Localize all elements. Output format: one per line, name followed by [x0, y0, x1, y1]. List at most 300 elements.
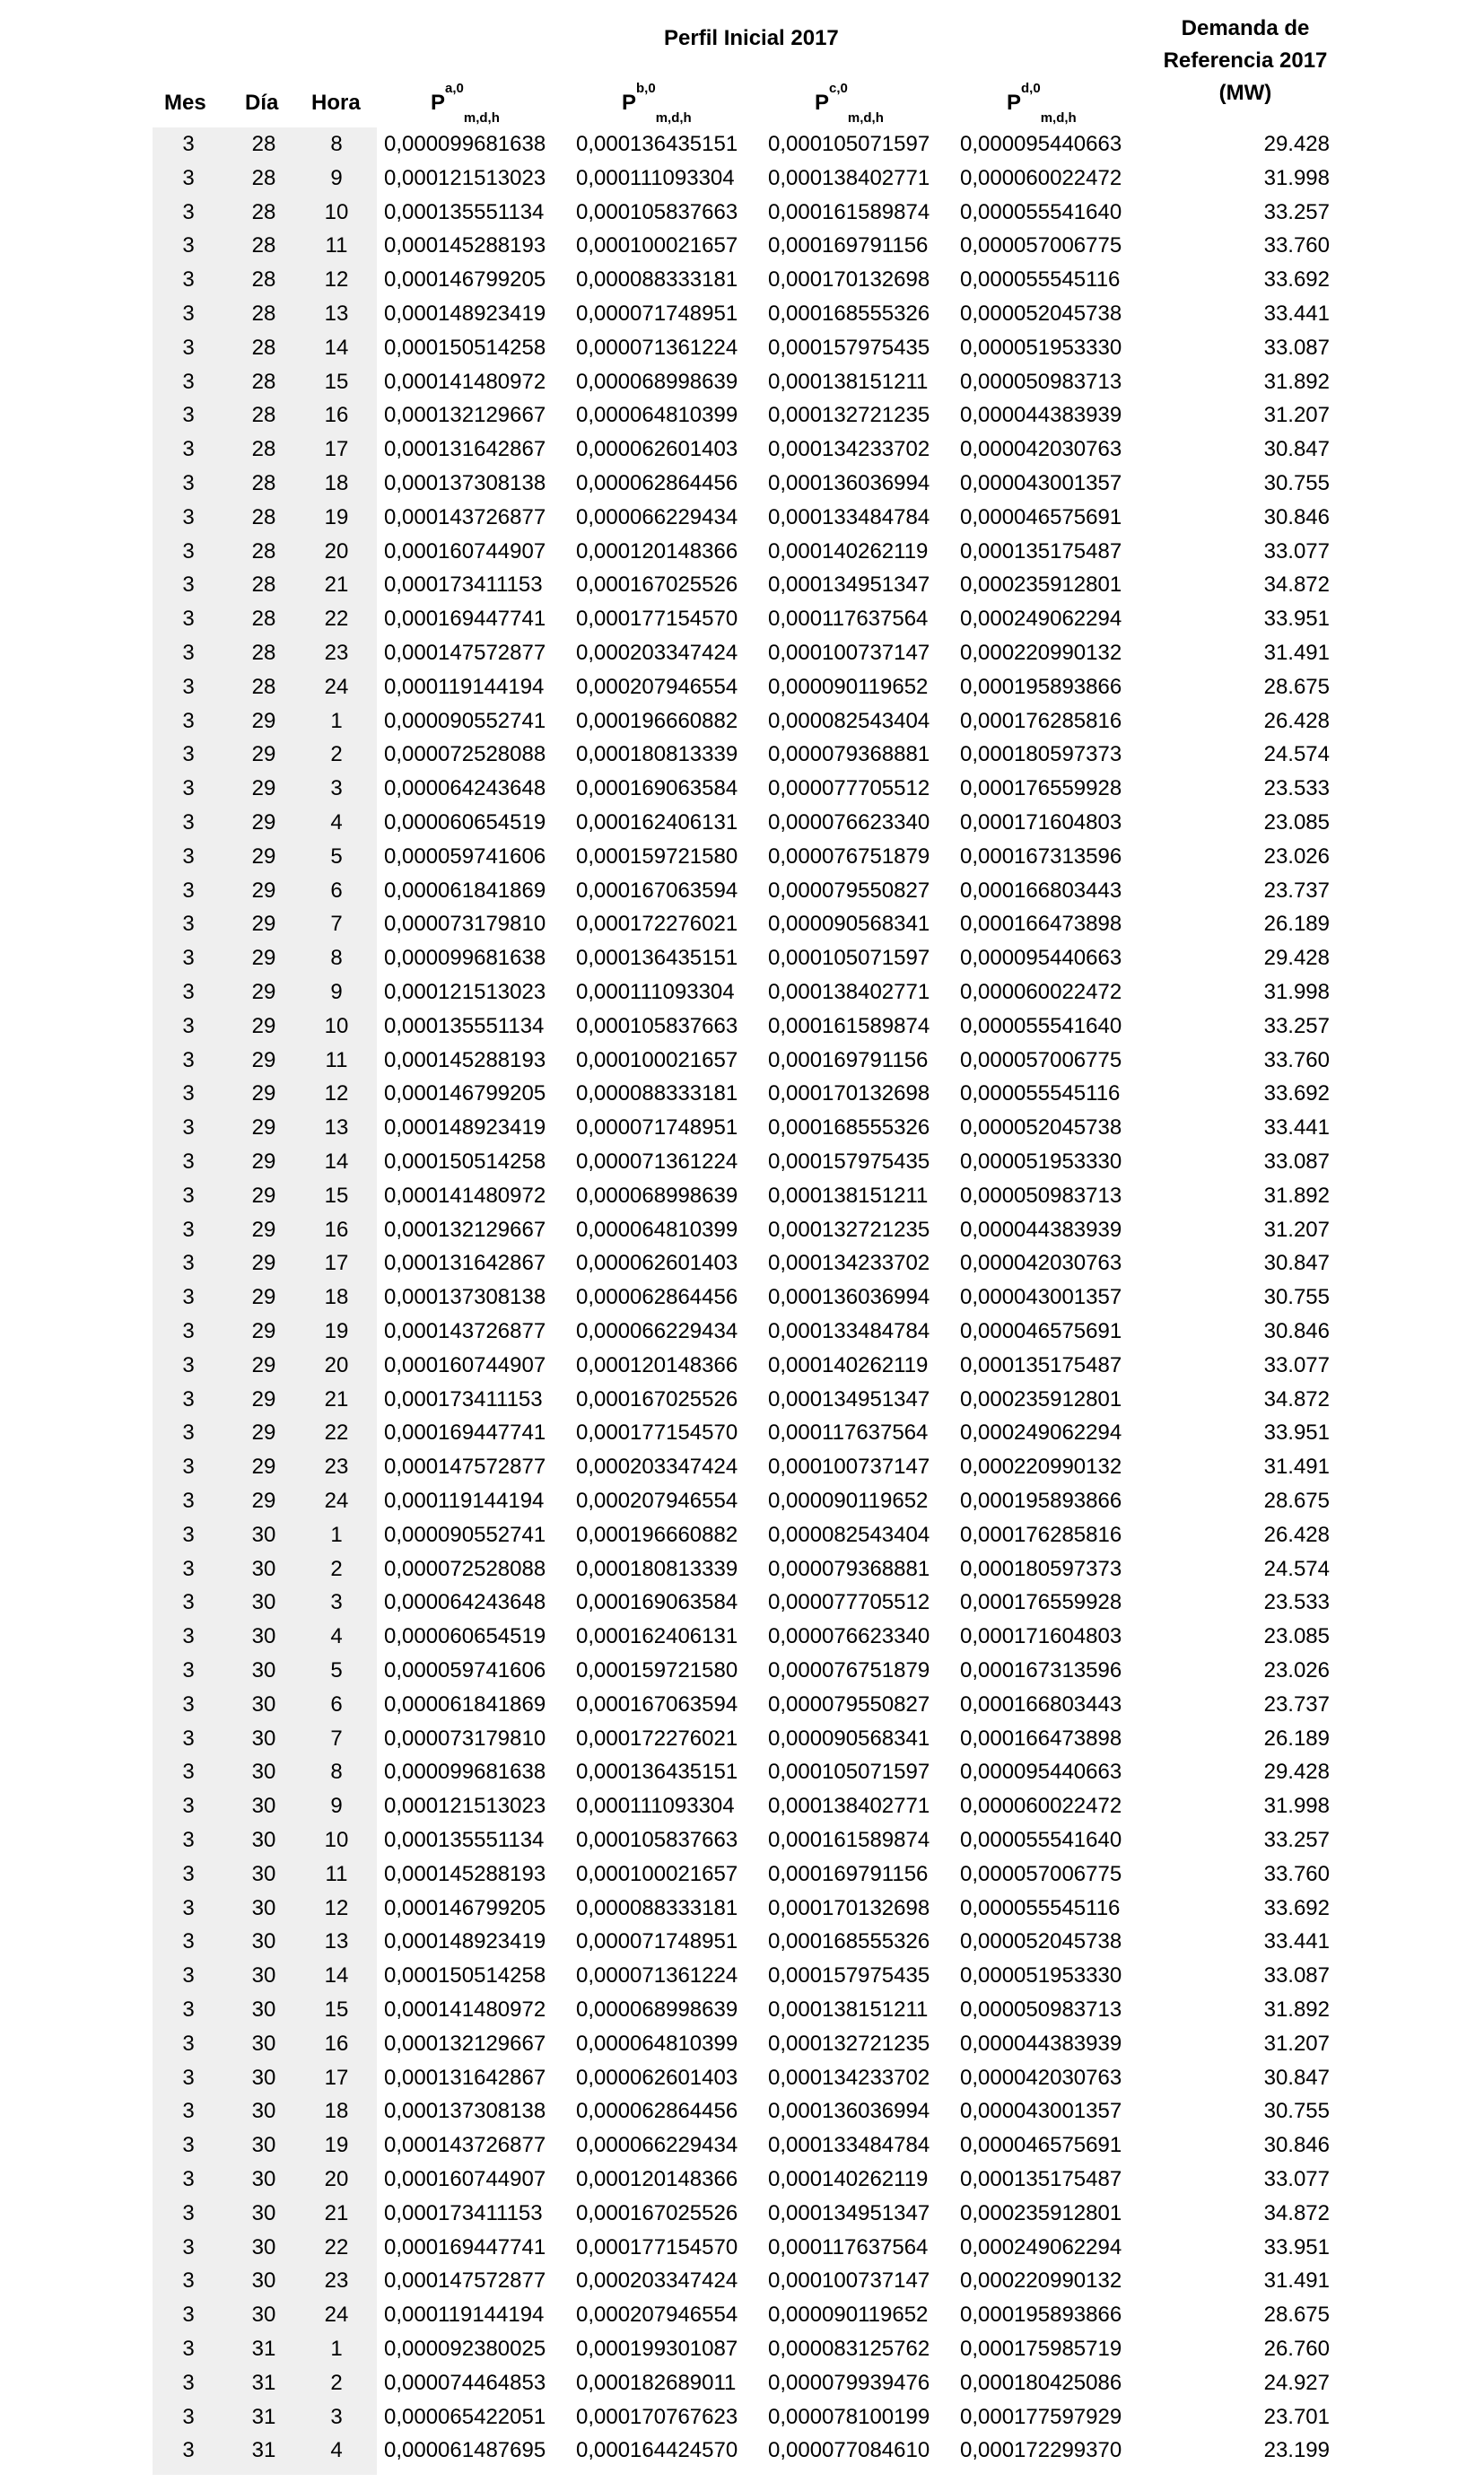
table-row [0, 2400, 1484, 2434]
cell-dia: 30 [251, 1794, 276, 1819]
cell-hora: 5 [330, 843, 343, 869]
cell-mes: 3 [182, 708, 195, 733]
cell-p-c: 0,000161589874 [768, 1013, 930, 1038]
cell-hora: 7 [330, 1726, 343, 1751]
cell-p-c: 0,000132721235 [768, 2031, 930, 2056]
cell-p-a: 0,000072528088 [384, 742, 546, 767]
cell-hora: 13 [324, 1929, 349, 1954]
cell-p-a: 0,000121513023 [384, 1794, 546, 1819]
cell-p-d: 0,000060022472 [960, 1794, 1122, 1819]
cell-p-a: 0,000143726877 [384, 504, 546, 529]
cell-hora: 4 [330, 1624, 343, 1649]
cell-dia: 29 [251, 1217, 276, 1242]
cell-demanda: 31.207 [1263, 2031, 1330, 2056]
cell-demanda: 31.207 [1263, 1217, 1330, 1242]
table-row [0, 196, 1484, 230]
cell-hora: 9 [330, 1794, 343, 1819]
cell-p-b: 0,000068998639 [576, 1997, 738, 2022]
cell-p-d: 0,000095440663 [960, 946, 1122, 971]
cell-p-b: 0,000100021657 [576, 233, 738, 258]
cell-p-a: 0,000173411153 [384, 572, 543, 598]
cell-p-a: 0,000059741606 [384, 843, 546, 869]
header-p-d [1007, 81, 1077, 126]
header-p-b-sub: m,d,h [655, 109, 692, 126]
table-row [0, 2231, 1484, 2265]
cell-p-d: 0,000051953330 [960, 1149, 1122, 1174]
cell-p-a: 0,000148923419 [384, 302, 546, 326]
cell-dia: 30 [251, 2234, 276, 2259]
cell-mes: 3 [182, 1047, 195, 1072]
table-row [0, 467, 1484, 501]
cell-p-d: 0,000050983713 [960, 1183, 1122, 1208]
cell-mes: 3 [182, 504, 195, 529]
cell-demanda: 30.846 [1263, 504, 1330, 529]
cell-hora: 18 [324, 1285, 349, 1310]
table-row [0, 229, 1484, 263]
cell-p-b: 0,000071748951 [576, 1115, 738, 1141]
cell-dia: 28 [251, 403, 276, 428]
cell-demanda: 29.428 [1263, 946, 1330, 971]
cell-p-d: 0,000167313596 [960, 843, 1122, 869]
cell-p-a: 0,000160744907 [384, 1352, 546, 1377]
cell-demanda: 23.026 [1263, 843, 1330, 869]
table-row [0, 1654, 1484, 1688]
cell-p-b: 0,000207946554 [576, 674, 738, 699]
cell-p-b: 0,000064810399 [576, 2031, 738, 2056]
cell-dia: 28 [251, 335, 276, 360]
table-row [0, 840, 1484, 874]
cell-demanda: 34.872 [1263, 1386, 1330, 1412]
header-p-b-sup: b,0 [636, 81, 656, 96]
header-p-c-sub: m,d,h [847, 109, 884, 126]
cell-mes: 3 [182, 2167, 195, 2191]
cell-mes: 3 [182, 1115, 195, 1141]
cell-demanda: 23.533 [1263, 1590, 1330, 1615]
cell-demanda: 33.087 [1263, 1963, 1330, 1988]
cell-demanda: 23.085 [1263, 1624, 1330, 1649]
cell-dia: 30 [251, 1929, 276, 1954]
cell-p-d: 0,000175985719 [960, 2337, 1122, 2361]
cell-mes: 3 [182, 335, 195, 360]
cell-p-d: 0,000044383939 [960, 2031, 1122, 2056]
cell-mes: 3 [182, 199, 195, 224]
cell-hora: 16 [324, 2031, 349, 2056]
cell-p-d: 0,000050983713 [960, 369, 1122, 394]
cell-p-a: 0,000148923419 [384, 1929, 546, 1954]
cell-p-b: 0,000172276021 [576, 912, 738, 937]
cell-p-c: 0,000100737147 [768, 2268, 930, 2294]
cell-p-b: 0,000120148366 [576, 1352, 738, 1377]
table-row [0, 1620, 1484, 1654]
cell-p-c: 0,000168555326 [768, 1115, 930, 1141]
header-demanda-referencia [1138, 13, 1353, 109]
cell-p-a: 0,000119144194 [384, 1489, 545, 1513]
cell-mes: 3 [182, 1285, 195, 1310]
cell-p-a: 0,000137308138 [384, 1285, 546, 1310]
cell-p-c: 0,000117637564 [768, 607, 929, 632]
cell-p-b: 0,000169063584 [576, 1590, 738, 1615]
cell-dia: 29 [251, 1081, 276, 1106]
cell-p-b: 0,000182689011 [576, 2370, 737, 2395]
cell-demanda: 26.189 [1263, 1726, 1330, 1751]
table-row [0, 602, 1484, 636]
header-p-b-base: P [622, 91, 637, 115]
cell-mes: 3 [182, 1691, 195, 1717]
cell-p-b: 0,000071748951 [576, 1929, 738, 1954]
cell-mes: 3 [182, 1997, 195, 2022]
cell-p-a: 0,000060654519 [384, 810, 546, 835]
table-row [0, 1179, 1484, 1213]
cell-p-b: 0,000167025526 [576, 2200, 738, 2225]
cell-p-b: 0,000064810399 [576, 1217, 738, 1242]
cell-dia: 29 [251, 980, 276, 1004]
cell-demanda: 33.257 [1263, 1828, 1330, 1852]
cell-mes: 3 [182, 878, 195, 903]
cell-dia: 29 [251, 1149, 276, 1174]
cell-p-d: 0,000176559928 [960, 1590, 1122, 1615]
cell-p-b: 0,000120148366 [576, 538, 738, 564]
cell-demanda: 23.737 [1263, 878, 1330, 903]
cell-p-b: 0,000159721580 [576, 1658, 738, 1683]
cell-p-c: 0,000117637564 [768, 2234, 929, 2259]
cell-hora: 12 [324, 267, 349, 293]
cell-p-a: 0,000121513023 [384, 980, 546, 1004]
table-row [0, 1450, 1484, 1484]
cell-p-c: 0,000090119652 [768, 1489, 929, 1513]
cell-demanda: 33.692 [1263, 1081, 1330, 1106]
cell-p-b: 0,000088333181 [576, 267, 738, 293]
cell-dia: 29 [251, 1285, 276, 1310]
cell-p-b: 0,000180813339 [576, 1556, 738, 1581]
table-row [0, 2094, 1484, 2128]
cell-mes: 3 [182, 2268, 195, 2294]
cell-dia: 30 [251, 1522, 276, 1547]
cell-hora: 11 [325, 1861, 348, 1886]
cell-mes: 3 [182, 2031, 195, 2056]
cell-p-d: 0,000050983713 [960, 1997, 1122, 2022]
cell-p-d: 0,000051953330 [960, 1963, 1122, 1988]
cell-demanda: 30.847 [1263, 1251, 1330, 1276]
cell-p-c: 0,000134233702 [768, 1251, 930, 1276]
cell-p-b: 0,000167063594 [576, 1691, 738, 1717]
cell-p-b: 0,000203347424 [576, 2268, 738, 2294]
cell-mes: 3 [182, 1081, 195, 1106]
cell-p-b: 0,000177154570 [576, 2234, 738, 2259]
cell-p-c: 0,000079368881 [768, 1556, 930, 1581]
cell-hora: 3 [330, 2404, 343, 2429]
cell-p-d: 0,000166473898 [960, 1726, 1122, 1751]
cell-mes: 3 [182, 2438, 195, 2463]
table-row [0, 1044, 1484, 1078]
cell-hora: 6 [330, 878, 343, 903]
cell-p-d: 0,000167313596 [960, 1658, 1122, 1683]
cell-mes: 3 [182, 2099, 195, 2124]
cell-p-b: 0,000177154570 [576, 1420, 738, 1446]
cell-p-a: 0,000147572877 [384, 641, 546, 665]
cell-mes: 3 [182, 1861, 195, 1886]
cell-demanda: 28.675 [1263, 2303, 1330, 2328]
cell-demanda: 33.257 [1263, 199, 1330, 224]
cell-hora: 13 [324, 1115, 349, 1141]
cell-demanda: 34.872 [1263, 572, 1330, 598]
cell-dia: 29 [251, 1319, 276, 1343]
cell-demanda: 30.755 [1263, 2099, 1330, 2124]
cell-dia: 29 [251, 1047, 276, 1072]
cell-dia: 29 [251, 878, 276, 903]
cell-p-b: 0,000088333181 [576, 1895, 738, 1920]
cell-hora: 23 [324, 641, 349, 665]
cell-p-d: 0,000055545116 [960, 267, 1121, 293]
cell-p-c: 0,000136036994 [768, 2099, 930, 2124]
table-row [0, 1755, 1484, 1789]
table-row [0, 365, 1484, 399]
cell-p-c: 0,000170132698 [768, 1081, 930, 1106]
cell-p-d: 0,000055541640 [960, 199, 1122, 224]
cell-mes: 3 [182, 369, 195, 394]
cell-p-d: 0,000177597929 [960, 2404, 1122, 2429]
cell-p-a: 0,000135551134 [384, 1013, 545, 1038]
cell-p-a: 0,000099681638 [384, 1760, 546, 1785]
table-row [0, 1213, 1484, 1247]
cell-mes: 3 [182, 2404, 195, 2429]
cell-hora: 21 [324, 572, 349, 598]
cell-p-d: 0,000220990132 [960, 641, 1122, 665]
cell-demanda: 28.675 [1263, 1489, 1330, 1513]
cell-p-a: 0,000061841869 [384, 878, 546, 903]
cell-p-a: 0,000061487695 [384, 2438, 546, 2463]
cell-dia: 28 [251, 471, 276, 495]
cell-dia: 31 [251, 2438, 276, 2463]
cell-demanda: 31.998 [1263, 165, 1330, 190]
cell-p-a: 0,000135551134 [384, 1828, 545, 1852]
cell-dia: 30 [251, 1828, 276, 1852]
cell-demanda: 26.760 [1263, 2337, 1330, 2361]
header-p-a-base: P [431, 91, 446, 115]
cell-mes: 3 [182, 1590, 195, 1615]
cell-p-d: 0,000195893866 [960, 2303, 1122, 2328]
header-p-c [815, 81, 884, 126]
cell-p-b: 0,000111093304 [576, 980, 735, 1004]
cell-p-c: 0,000082543404 [768, 708, 930, 733]
cell-p-b: 0,000088333181 [576, 1081, 738, 1106]
cell-p-d: 0,000052045738 [960, 1929, 1122, 1954]
cell-p-a: 0,000145288193 [384, 233, 546, 258]
cell-p-a: 0,000131642867 [384, 2065, 546, 2090]
cell-demanda: 30.847 [1263, 437, 1330, 462]
cell-p-a: 0,000173411153 [384, 2200, 543, 2225]
cell-p-a: 0,000146799205 [384, 1081, 546, 1106]
table-row [0, 162, 1484, 196]
cell-p-d: 0,000055545116 [960, 1081, 1121, 1106]
cell-p-a: 0,000141480972 [384, 1997, 546, 2022]
cell-p-a: 0,000150514258 [384, 1963, 546, 1988]
cell-demanda: 33.441 [1263, 302, 1330, 326]
cell-p-d: 0,000180597373 [960, 742, 1122, 767]
cell-demanda: 33.087 [1263, 335, 1330, 360]
cell-mes: 3 [182, 912, 195, 937]
cell-p-d: 0,000195893866 [960, 674, 1122, 699]
table-row [0, 1280, 1484, 1315]
cell-p-d: 0,000195893866 [960, 1489, 1122, 1513]
cell-hora: 17 [324, 437, 349, 462]
cell-p-b: 0,000136435151 [576, 132, 738, 156]
cell-mes: 3 [182, 1828, 195, 1852]
cell-mes: 3 [182, 2303, 195, 2328]
cell-hora: 23 [324, 1455, 349, 1480]
cell-mes: 3 [182, 843, 195, 869]
cell-p-d: 0,000235912801 [960, 2200, 1122, 2225]
cell-demanda: 29.428 [1263, 1760, 1330, 1785]
cell-p-c: 0,000168555326 [768, 302, 930, 326]
cell-p-d: 0,000052045738 [960, 1115, 1122, 1141]
cell-p-c: 0,000090119652 [768, 674, 929, 699]
cell-demanda: 30.846 [1263, 2133, 1330, 2158]
cell-p-b: 0,000177154570 [576, 607, 738, 632]
cell-p-a: 0,000099681638 [384, 946, 546, 971]
cell-mes: 3 [182, 1149, 195, 1174]
cell-p-b: 0,000207946554 [576, 2303, 738, 2328]
cell-hora: 12 [324, 1081, 349, 1106]
cell-hora: 11 [325, 1047, 348, 1072]
cell-p-c: 0,000117637564 [768, 1420, 929, 1446]
cell-dia: 29 [251, 776, 276, 801]
cell-hora: 17 [324, 2065, 349, 2090]
cell-p-c: 0,000138151211 [768, 369, 929, 394]
cell-p-b: 0,000062864456 [576, 471, 738, 495]
cell-p-c: 0,000076623340 [768, 810, 930, 835]
cell-p-a: 0,000143726877 [384, 1319, 546, 1343]
cell-demanda: 23.701 [1263, 2404, 1330, 2429]
header-p-a [431, 81, 500, 126]
cell-p-c: 0,000132721235 [768, 1217, 930, 1242]
cell-dia: 28 [251, 572, 276, 598]
cell-p-c: 0,000169791156 [768, 1861, 929, 1886]
cell-mes: 3 [182, 1963, 195, 1988]
table-row [0, 806, 1484, 840]
cell-dia: 30 [251, 1556, 276, 1581]
cell-p-d: 0,000060022472 [960, 165, 1122, 190]
cell-p-a: 0,000090552741 [384, 1522, 546, 1547]
cell-hora: 8 [330, 1760, 343, 1785]
table-row [0, 535, 1484, 569]
cell-p-b: 0,000071361224 [576, 335, 738, 360]
cell-p-b: 0,000100021657 [576, 1047, 738, 1072]
cell-mes: 3 [182, 742, 195, 767]
cell-p-a: 0,000061841869 [384, 1691, 546, 1717]
cell-p-d: 0,000172299370 [960, 2438, 1122, 2463]
cell-dia: 30 [251, 2065, 276, 2090]
cell-dia: 29 [251, 810, 276, 835]
cell-p-a: 0,000090552741 [384, 708, 546, 733]
cell-p-c: 0,000136036994 [768, 471, 930, 495]
cell-mes: 3 [182, 2133, 195, 2158]
cell-p-b: 0,000066229434 [576, 504, 738, 529]
cell-dia: 30 [251, 1895, 276, 1920]
cell-p-d: 0,000046575691 [960, 504, 1122, 529]
table-row [0, 704, 1484, 739]
cell-hora: 2 [330, 742, 343, 767]
cell-p-d: 0,000046575691 [960, 2133, 1122, 2158]
cell-demanda: 33.441 [1263, 1929, 1330, 1954]
cell-hora: 22 [324, 2234, 349, 2259]
cell-p-c: 0,000076623340 [768, 1624, 930, 1649]
cell-p-b: 0,000111093304 [576, 1794, 735, 1819]
cell-p-b: 0,000203347424 [576, 641, 738, 665]
cell-demanda: 33.077 [1263, 1352, 1330, 1377]
cell-mes: 3 [182, 572, 195, 598]
table-row [0, 1518, 1484, 1552]
cell-p-b: 0,000164424570 [576, 2438, 738, 2463]
cell-p-d: 0,000180597373 [960, 1556, 1122, 1581]
cell-p-d: 0,000171604803 [960, 1624, 1122, 1649]
cell-p-a: 0,000073179810 [384, 1726, 546, 1751]
cell-demanda: 33.077 [1263, 538, 1330, 564]
cell-demanda: 33.760 [1263, 1047, 1330, 1072]
cell-dia: 28 [251, 607, 276, 632]
cell-p-c: 0,000140262119 [768, 538, 929, 564]
cell-dia: 28 [251, 369, 276, 394]
cell-p-b: 0,000064810399 [576, 403, 738, 428]
cell-p-a: 0,000132129667 [384, 2031, 546, 2056]
header-dia: Día [245, 91, 279, 115]
cell-demanda: 33.257 [1263, 1013, 1330, 1038]
table-row [0, 127, 1484, 162]
header-p-c-sup: c,0 [829, 81, 848, 96]
table-row [0, 907, 1484, 941]
table-row [0, 2163, 1484, 2197]
cell-p-d: 0,000235912801 [960, 1386, 1122, 1412]
cell-p-c: 0,000105071597 [768, 132, 930, 156]
cell-p-d: 0,000095440663 [960, 132, 1122, 156]
cell-dia: 31 [251, 2337, 276, 2361]
cell-p-d: 0,000171604803 [960, 810, 1122, 835]
cell-p-b: 0,000105837663 [576, 1013, 738, 1038]
cell-p-c: 0,000157975435 [768, 1149, 930, 1174]
cell-p-d: 0,000055545116 [960, 1895, 1121, 1920]
header-p-d-sub: m,d,h [1040, 109, 1077, 126]
cell-p-d: 0,000235912801 [960, 572, 1122, 598]
cell-p-d: 0,000166803443 [960, 878, 1122, 903]
cell-hora: 15 [324, 1183, 349, 1208]
cell-mes: 3 [182, 1624, 195, 1649]
cell-p-b: 0,000167025526 [576, 1386, 738, 1412]
cell-p-c: 0,000161589874 [768, 1828, 930, 1852]
table-row [0, 1789, 1484, 1823]
cell-demanda: 23.199 [1263, 2438, 1330, 2463]
cell-hora: 14 [324, 335, 349, 360]
cell-p-a: 0,000148923419 [384, 1115, 546, 1141]
cell-hora: 3 [330, 776, 343, 801]
cell-hora: 16 [324, 403, 349, 428]
cell-p-b: 0,000199301087 [576, 2337, 738, 2361]
cell-hora: 20 [324, 2167, 349, 2191]
table-row [0, 1484, 1484, 1518]
cell-p-d: 0,000176559928 [960, 776, 1122, 801]
cell-p-a: 0,000065422051 [384, 2404, 546, 2429]
cell-p-b: 0,000062601403 [576, 2065, 738, 2090]
cell-dia: 29 [251, 1420, 276, 1446]
cell-p-d: 0,000176285816 [960, 708, 1122, 733]
cell-hora: 24 [324, 674, 349, 699]
cell-hora: 14 [324, 1963, 349, 1988]
cell-dia: 31 [251, 2404, 276, 2429]
cell-demanda: 31.491 [1263, 2268, 1330, 2294]
cell-dia: 29 [251, 1013, 276, 1038]
cell-p-d: 0,000052045738 [960, 302, 1122, 326]
table-row [0, 568, 1484, 602]
cell-p-c: 0,000079550827 [768, 878, 930, 903]
cell-p-a: 0,000169447741 [384, 607, 546, 632]
